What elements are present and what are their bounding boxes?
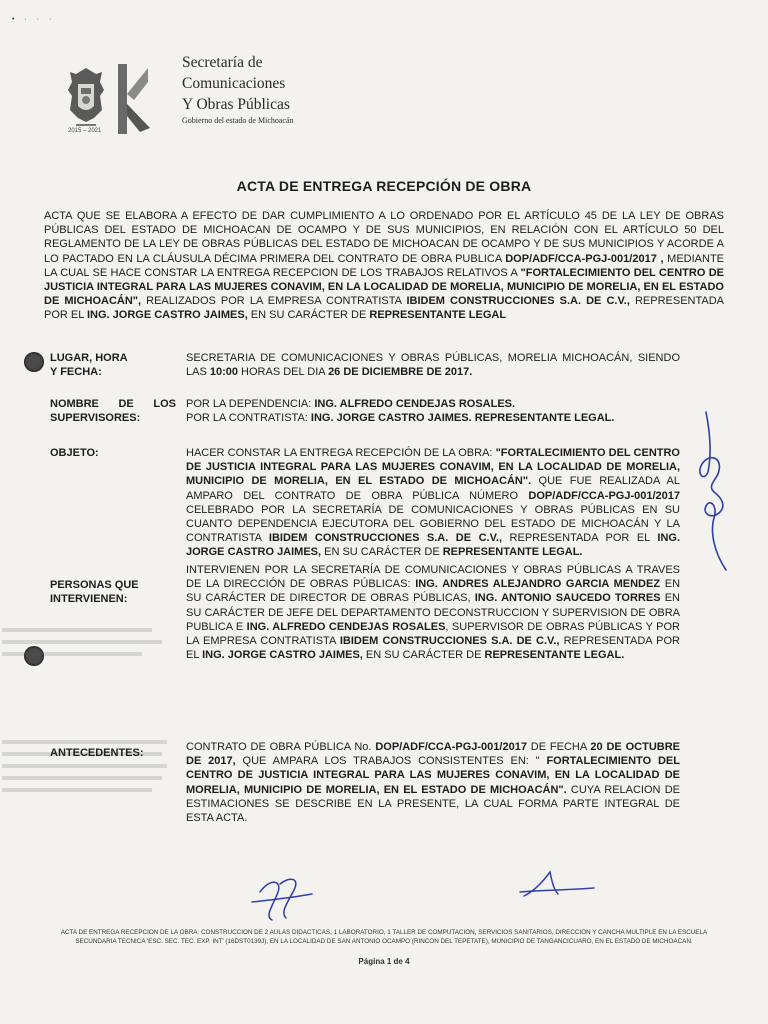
- initials-signature-right: [518, 868, 598, 908]
- organization-name: [182, 52, 294, 125]
- org-subtitle: Gobierno del estado de Michoacán: [182, 116, 294, 125]
- personas-text-2: EN SU CARÁCTER DE DIRECTOR DE OBRAS PÚBLICAS,: [186, 578, 681, 605]
- antecedentes-text-3: QUE AMPARA LOS TRABAJOS CONSISTENTES EN: ": [235, 755, 547, 768]
- lugar-text: [186, 351, 680, 379]
- lugar-hour: 10:00: [209, 366, 238, 379]
- label-antecedentes: ANTECEDENTES:: [50, 747, 144, 759]
- label-word-nombre: NOMBRE: [50, 398, 99, 410]
- personas-name-jefe: ING. ANTONIO SAUCEDO TORRES: [474, 592, 661, 605]
- intro-work-name: "FORTALECIMIENTO DEL CENTRO DE JUSTICIA INTEGRAL PARA LAS MUJERES CONAVIM, EN LA LOCALIDAD DE MORELIA, MUNICIPIO DE MORELIA, EN EL ESTADO DE MICHOACÁN",: [44, 266, 724, 308]
- scan-speck: • · · ·: [12, 16, 56, 23]
- objeto-work-name: "FORTALECIMIENTO DEL CENTRO DE JUSTICIA INTEGRAL PARA LAS MUJERES CONAVIM, EN LA LOCALIDAD DE MORELIA, MUNICIPIO DE MORELIA, EN EL ESTADO DE MICHOACÁN".: [186, 447, 680, 488]
- document-title: ACTA DE ENTREGA RECEPCIÓN DE OBRA: [236, 178, 532, 194]
- supervisor-contratista: [186, 411, 680, 425]
- supervisor-dependencia-prefix: POR LA DEPENDENCIA:: [186, 398, 315, 410]
- intro-text-3: REALIZADOS POR LA EMPRESA CONTRATISTA: [141, 295, 407, 308]
- antecedentes-text: [186, 740, 680, 825]
- letterhead: [62, 52, 382, 142]
- supervisor-contratista-prefix: POR LA CONTRATISTA:: [186, 412, 311, 425]
- intro-representative: ING. JORGE CASTRO JAIMES,: [87, 309, 248, 322]
- label-supervisores-line-2: SUPERVISORES:: [50, 412, 141, 425]
- objeto-text-4: REPRESENTADA POR EL: [502, 532, 658, 545]
- antecedentes-work-name: FORTALECIMIENTO DEL CENTRO DE JUSTICIA INTEGRAL PARA LAS MUJERES CONAVIM, EN LA LOCALIDAD DE MORELIA, MUNICIPIO DE MORELIA, EN EL ESTADO DE MICHOACÁN".: [186, 755, 680, 796]
- label-word-de: DE: [118, 398, 134, 410]
- lugar-text-1: SECRETARIA DE COMUNICACIONES Y OBRAS PÚBLICAS, MORELIA MICHOACÁN, SIENDO LAS: [186, 352, 680, 379]
- supervisor-dependencia: [186, 397, 680, 411]
- lugar-date: 26 DE DICIEMBRE DE 2017.: [328, 366, 473, 379]
- org-line-1: Secretaría de: [182, 54, 263, 71]
- page-number: Página 1 de 4: [358, 957, 410, 966]
- intro-company: IBIDEM CONSTRUCCIONES S.A. DE C.V.,: [406, 295, 630, 308]
- bleed-through-ghost-1: [2, 624, 172, 694]
- label-personas-line-2: INTERVIENEN:: [50, 593, 128, 606]
- antecedentes-text-2: DE FECHA: [526, 741, 591, 753]
- objeto-text-1: HACER CONSTAR LA ENTREGA RECEPCIÓN DE LA OBRA:: [186, 447, 496, 459]
- label-supervisores-line-1: [50, 397, 176, 411]
- label-objeto: OBJETO:: [50, 447, 99, 459]
- intro-text-1: ACTA QUE SE ELABORA A EFECTO DE DAR CUMPLIMIENTO A LO ORDENADO POR EL ARTÍCULO 45 DE LA LEY DE OBRAS PÚBLICAS DEL ESTADO DE MICHOACAN DE OCAMPO Y DE SUS MUNICIPIOS, EN RELACIÓN CON EL ARTÍCULO 50 DEL REGLAMENTO DE LA LEY DE OBRAS PÚBLICAS DEL ESTADO DE MICHOACAN DE OCAMPO Y DE SUS MUNICIPIOS Y ACORDE A LO PACTADO EN LA CLÁUSULA DÉCIMA PRIMERA DEL CONTRATO DE OBRA PUBLICA: [44, 210, 724, 265]
- intro-text-5: EN SU CARÁCTER DE: [247, 309, 370, 322]
- label-lugar: [50, 351, 176, 379]
- objeto-representative: ING. JORGE CASTRO JAIMES,: [186, 532, 681, 559]
- footer-note: ACTA DE ENTREGA RECEPCION DE LA OBRA: CONSTRUCCION DE 2 AULAS DIDACTICAS, 1 LABORATORIO, 1 TALLER DE COMPUTACION, SERVICIOS SANITARIOS, DIRECCION Y CANCHA MULTIPLE EN LA ESCUELA SECUNDARIA TECNICA 'ESC. SEC. TEC. EXP. INT' (16DST0139J), EN LA LOCALIDAD DE SAN ANTONIO OCAMPO (RINCON DEL TEPETATE), MUNICIPIO DE TANGANCICUARO, EN EL ESTADO DE MICHOACAN.: [60, 929, 708, 945]
- label-word-los: LOS: [153, 398, 176, 410]
- objeto-role: REPRESENTANTE LEGAL.: [442, 546, 583, 559]
- personas-company: IBIDEM CONSTRUCCIONES S.A. DE C.V.,: [339, 635, 560, 648]
- objeto-text-3: CELEBRADO POR LA SECRETARÍA DE COMUNICACIONES Y OBRAS PÚBLICAS EN SU CUANTO DEPENDENCIA EJECUTORA DEL GOBIERNO DEL ESTADO DE MICHOACÁN Y LA CONTRATISTA: [186, 503, 680, 545]
- personas-role: REPRESENTANTE LEGAL.: [484, 649, 625, 662]
- objeto-text-5: EN SU CARÁCTER DE: [321, 546, 443, 559]
- antecedentes-contract-number: DOP/ADF/CCA-PGJ-001/2017: [375, 741, 527, 753]
- intro-contract-number: DOP/ADF/CCA-PGJ-001/2017 ,: [505, 252, 664, 265]
- label-personas-line-1: PERSONAS QUE: [50, 579, 139, 591]
- antecedentes-date: 20 DE OCTUBRE DE 2017,: [186, 741, 680, 768]
- supervisor-contratista-name: ING. JORGE CASTRO JAIMES. REPRESENTANTE LEGAL.: [310, 412, 615, 425]
- intro-text-4: REPRESENTADA POR EL: [44, 295, 725, 322]
- personas-name-director: ING. ANDRES ALEJANDRO GARCIA MENDEZ: [415, 578, 661, 591]
- years-caption: 2015 – 2021: [68, 128, 102, 134]
- label-lugar-line-2: Y FECHA:: [50, 366, 102, 379]
- objeto-text: [186, 446, 680, 560]
- initials-signature-left: [250, 872, 320, 924]
- supervisor-dependencia-name: ING. ALFREDO CENDEJAS ROSALES.: [314, 398, 516, 410]
- personas-text-5: REPRESENTADA POR EL: [186, 635, 681, 662]
- personas-text-4: , SUPERVISOR DE OBRAS PÚBLICAS Y POR LA EMPRESA CONTRATISTA: [186, 620, 680, 648]
- personas-representative: ING. JORGE CASTRO JAIMES,: [202, 649, 363, 662]
- lugar-text-2: HORAS DEL DIA: [238, 366, 329, 379]
- intro-text-2: MEDIANTE LA CUAL SE HACE CONSTAR LA ENTREGA RECEPCION DE LOS TRABAJOS RELATIVOS A: [44, 252, 724, 279]
- org-line-3: Y Obras Públicas: [182, 96, 290, 113]
- supervisores-text: [186, 397, 680, 425]
- label-lugar-line-1: LUGAR, HORA: [50, 352, 128, 364]
- org-line-2: Comunicaciones: [182, 75, 286, 92]
- personas-text-1: INTERVIENEN POR LA SECRETARÍA DE COMUNICACIONES Y OBRAS PÚBLICAS A TRAVES DE LA DIRECCIÓN DE OBRAS PÚBLICAS:: [186, 564, 680, 591]
- michoacan-k-logo: [114, 64, 150, 134]
- personas-text-3: EN SU CARÁCTER DE JEFE DEL DEPARTAMENTO DECONSTRUCCION Y SUPERVISION DE OBRA PUBLICA E: [186, 592, 681, 633]
- intro-role: REPRESENTANTE LEGAL: [369, 309, 507, 322]
- label-personas: [50, 578, 176, 606]
- objeto-contract-number: DOP/ADF/CCA-PGJ-001/2017: [528, 489, 680, 502]
- state-crest-logo: [66, 66, 106, 132]
- antecedentes-text-4: CUYA RELACION DE ESTIMACIONES SE DESCRIBE EN LA PRESENTE, LA CUAL FORMA PARTE INTEGRAL DE ESTA ACTA.: [186, 783, 680, 825]
- intro-paragraph: [44, 209, 724, 323]
- objeto-company: IBIDEM CONSTRUCCIONES S.A. DE C.V.,: [268, 532, 503, 545]
- personas-name-supervisor: ING. ALFREDO CENDEJAS ROSALES: [246, 620, 446, 633]
- personas-text: [186, 563, 680, 662]
- punch-hole-top: [24, 352, 44, 372]
- personas-text-6: EN SU CARÁCTER DE: [362, 649, 485, 662]
- antecedentes-text-1: CONTRATO DE OBRA PÚBLICA No.: [186, 741, 376, 753]
- objeto-text-2: QUE FUE REALIZADA AL AMPARO DEL CONTRATO DE OBRA PÚBLICA NÚMERO: [186, 475, 680, 502]
- label-supervisores: [50, 397, 176, 425]
- margin-signature: [688, 402, 748, 582]
